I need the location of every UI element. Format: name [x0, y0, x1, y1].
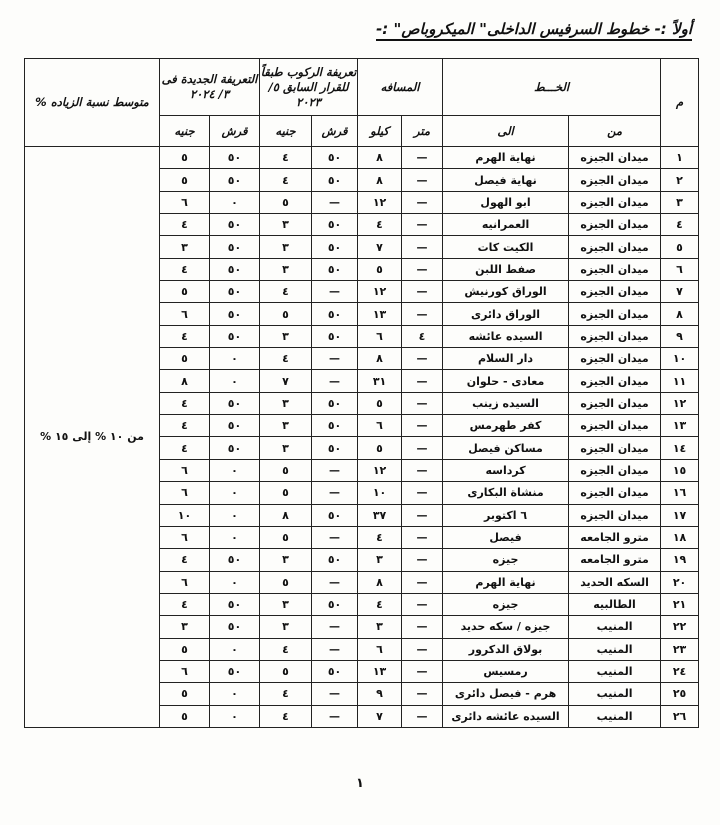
header-distance: المسافه [358, 59, 443, 116]
row-to: جيزه [443, 549, 569, 571]
row-number: ١١ [661, 370, 699, 392]
row-old-piaster: — [312, 482, 358, 504]
row-to: دار السلام [443, 348, 569, 370]
row-new-pound: ٤ [160, 258, 210, 280]
row-new-piaster: ٠ [210, 705, 260, 727]
row-meter: — [402, 169, 443, 191]
row-from: ميدان الجيزه [569, 370, 661, 392]
row-old-piaster: ٥٠ [312, 437, 358, 459]
row-new-piaster: ٥٠ [210, 214, 260, 236]
row-from: المنيب [569, 705, 661, 727]
row-old-piaster: ٥٠ [312, 593, 358, 615]
row-old-pound: ٣ [260, 616, 312, 638]
row-new-pound: ٥ [160, 638, 210, 660]
row-new-pound: ٦ [160, 526, 210, 548]
row-kilo: ١٢ [358, 459, 402, 481]
row-from: المنيب [569, 616, 661, 638]
row-number: ١٢ [661, 392, 699, 414]
row-number: ١٤ [661, 437, 699, 459]
row-from: ميدان الجيزه [569, 258, 661, 280]
row-new-pound: ٣ [160, 616, 210, 638]
row-number: ١ [661, 147, 699, 169]
header-new-pound: جنيه [160, 116, 210, 147]
header-old-pound: جنيه [260, 116, 312, 147]
row-new-pound: ٤ [160, 214, 210, 236]
row-number: ٢٦ [661, 705, 699, 727]
row-kilo: ٥ [358, 392, 402, 414]
row-new-pound: ٦ [160, 660, 210, 682]
row-meter: — [402, 482, 443, 504]
header-to: الى [443, 116, 569, 147]
row-old-pound: ٥ [260, 482, 312, 504]
row-old-piaster: ٥٠ [312, 214, 358, 236]
row-old-piaster: ٥٠ [312, 415, 358, 437]
row-new-piaster: ٥٠ [210, 303, 260, 325]
avg-increase-value: من ١٠ % إلى ١٥ % [25, 147, 160, 728]
row-old-piaster: ٥٠ [312, 236, 358, 258]
row-meter: — [402, 616, 443, 638]
row-new-piaster: ٠ [210, 348, 260, 370]
row-old-pound: ٥ [260, 459, 312, 481]
row-kilo: ٥ [358, 437, 402, 459]
row-number: ٢٠ [661, 571, 699, 593]
row-meter: — [402, 437, 443, 459]
row-old-pound: ٥ [260, 191, 312, 213]
row-new-pound: ٥ [160, 281, 210, 303]
row-to: فيصل [443, 526, 569, 548]
row-new-piaster: ٠ [210, 482, 260, 504]
row-from: المنيب [569, 660, 661, 682]
row-new-piaster: ٠ [210, 459, 260, 481]
row-kilo: ٣٧ [358, 504, 402, 526]
row-to: كفر طهرمس [443, 415, 569, 437]
fares-table [24, 58, 699, 728]
row-kilo: ٩ [358, 683, 402, 705]
row-to: صفط اللبن [443, 258, 569, 280]
row-meter: — [402, 370, 443, 392]
row-new-pound: ٥ [160, 147, 210, 169]
row-kilo: ١٢ [358, 191, 402, 213]
row-to: كرداسه [443, 459, 569, 481]
page-number: ١ [356, 776, 364, 791]
row-new-piaster: ٥٠ [210, 281, 260, 303]
row-new-piaster: ٥٠ [210, 549, 260, 571]
row-number: ١٨ [661, 526, 699, 548]
row-old-piaster: — [312, 459, 358, 481]
row-to: الوراق كورنيش [443, 281, 569, 303]
row-kilo: ٤ [358, 214, 402, 236]
row-from: ميدان الجيزه [569, 147, 661, 169]
row-new-pound: ١٠ [160, 504, 210, 526]
row-meter: — [402, 258, 443, 280]
row-from: ميدان الجيزه [569, 504, 661, 526]
row-new-pound: ٥ [160, 705, 210, 727]
row-number: ٦ [661, 258, 699, 280]
row-new-piaster: ٠ [210, 526, 260, 548]
row-old-pound: ٤ [260, 348, 312, 370]
row-number: ٢١ [661, 593, 699, 615]
row-kilo: ١٢ [358, 281, 402, 303]
row-kilo: ١٠ [358, 482, 402, 504]
row-number: ١٥ [661, 459, 699, 481]
row-from: ميدان الجيزه [569, 191, 661, 213]
row-new-pound: ٤ [160, 437, 210, 459]
row-new-piaster: ٥٠ [210, 169, 260, 191]
row-old-pound: ٧ [260, 370, 312, 392]
row-old-piaster: ٥٠ [312, 392, 358, 414]
row-to: العمرانيه [443, 214, 569, 236]
row-old-piaster: ٥٠ [312, 325, 358, 347]
row-new-pound: ٦ [160, 191, 210, 213]
row-old-pound: ٤ [260, 281, 312, 303]
row-meter: — [402, 504, 443, 526]
row-new-piaster: ٥٠ [210, 258, 260, 280]
header-route: الخـــط [443, 59, 661, 116]
row-to: الكيت كات [443, 236, 569, 258]
row-kilo: ٥ [358, 258, 402, 280]
row-number: ٤ [661, 214, 699, 236]
header-avg-increase: متوسط نسبة الزياده % [25, 59, 160, 147]
row-from: ميدان الجيزه [569, 348, 661, 370]
row-to: معادى - حلوان [443, 370, 569, 392]
header-old-piaster: قرش [312, 116, 358, 147]
row-new-piaster: ٠ [210, 683, 260, 705]
row-kilo: ٨ [358, 348, 402, 370]
row-kilo: ٦ [358, 638, 402, 660]
row-meter: — [402, 571, 443, 593]
row-number: ١٠ [661, 348, 699, 370]
row-from: ميدان الجيزه [569, 303, 661, 325]
row-new-piaster: ٥٠ [210, 236, 260, 258]
row-to: نهاية فيصل [443, 169, 569, 191]
row-old-piaster: ٥٠ [312, 147, 358, 169]
row-number: ٣ [661, 191, 699, 213]
row-number: ٢٢ [661, 616, 699, 638]
row-kilo: ٨ [358, 147, 402, 169]
row-old-pound: ٣ [260, 415, 312, 437]
row-number: ٢٥ [661, 683, 699, 705]
row-old-pound: ٤ [260, 705, 312, 727]
row-meter: — [402, 526, 443, 548]
row-to: الوراق دائرى [443, 303, 569, 325]
row-old-piaster: — [312, 705, 358, 727]
row-kilo: ٤ [358, 593, 402, 615]
row-from: ميدان الجيزه [569, 415, 661, 437]
row-from: ميدان الجيزه [569, 482, 661, 504]
row-kilo: ٨ [358, 571, 402, 593]
row-from: المنيب [569, 638, 661, 660]
row-new-pound: ٥ [160, 348, 210, 370]
row-to: هرم - فيصل دائرى [443, 683, 569, 705]
row-to: مساكن فيصل [443, 437, 569, 459]
row-old-piaster: — [312, 638, 358, 660]
row-from: ميدان الجيزه [569, 437, 661, 459]
row-old-pound: ٤ [260, 169, 312, 191]
row-from: ميدان الجيزه [569, 281, 661, 303]
header-kilo: كيلو [358, 116, 402, 147]
row-old-piaster: ٥٠ [312, 660, 358, 682]
row-number: ١٧ [661, 504, 699, 526]
row-number: ٢٣ [661, 638, 699, 660]
row-new-piaster: ٥٠ [210, 437, 260, 459]
table-row [25, 147, 699, 169]
row-new-piaster: ٠ [210, 504, 260, 526]
row-from: مترو الجامعه [569, 549, 661, 571]
row-from: الطالبيه [569, 593, 661, 615]
row-to: بولاق الدكرور [443, 638, 569, 660]
row-meter: ٤ [402, 325, 443, 347]
row-to: منشاة البكارى [443, 482, 569, 504]
row-meter: — [402, 459, 443, 481]
row-old-piaster: — [312, 616, 358, 638]
row-old-pound: ٨ [260, 504, 312, 526]
row-meter: — [402, 683, 443, 705]
row-old-pound: ٥ [260, 571, 312, 593]
row-old-piaster: ٥٠ [312, 504, 358, 526]
row-new-pound: ٤ [160, 392, 210, 414]
row-number: ٨ [661, 303, 699, 325]
row-kilo: ١٣ [358, 660, 402, 682]
row-kilo: ٨ [358, 169, 402, 191]
row-old-pound: ٣ [260, 437, 312, 459]
row-to: نهاية الهرم [443, 147, 569, 169]
row-old-piaster: — [312, 191, 358, 213]
row-meter: — [402, 660, 443, 682]
row-from: السكه الحديد [569, 571, 661, 593]
row-old-piaster: — [312, 571, 358, 593]
row-new-pound: ٦ [160, 303, 210, 325]
row-new-pound: ٣ [160, 236, 210, 258]
row-number: ٧ [661, 281, 699, 303]
header-new-fare: التعريفة الجديدة فى ٣/ ٢٠٢٤ [160, 59, 260, 116]
row-meter: — [402, 593, 443, 615]
row-meter: — [402, 303, 443, 325]
row-to: جيزه [443, 593, 569, 615]
row-to: السيده عائشه [443, 325, 569, 347]
row-old-piaster: ٥٠ [312, 303, 358, 325]
row-new-pound: ٤ [160, 593, 210, 615]
row-meter: — [402, 191, 443, 213]
row-new-piaster: ٥٠ [210, 325, 260, 347]
row-new-pound: ٤ [160, 549, 210, 571]
row-new-pound: ٤ [160, 325, 210, 347]
row-new-piaster: ٥٠ [210, 392, 260, 414]
row-kilo: ٧ [358, 705, 402, 727]
row-meter: — [402, 236, 443, 258]
row-old-pound: ٣ [260, 236, 312, 258]
row-from: المنيب [569, 683, 661, 705]
row-meter: — [402, 392, 443, 414]
row-old-piaster: ٥٠ [312, 549, 358, 571]
header-meter: متر [402, 116, 443, 147]
row-old-pound: ٥ [260, 303, 312, 325]
row-number: ١٦ [661, 482, 699, 504]
row-to: السيده زينب [443, 392, 569, 414]
row-from: ميدان الجيزه [569, 169, 661, 191]
row-new-piaster: ٥٠ [210, 616, 260, 638]
row-old-pound: ٤ [260, 147, 312, 169]
row-from: ميدان الجيزه [569, 459, 661, 481]
row-number: ٩ [661, 325, 699, 347]
row-old-piaster: — [312, 281, 358, 303]
row-from: ميدان الجيزه [569, 214, 661, 236]
row-new-piaster: ٠ [210, 638, 260, 660]
row-old-piaster: — [312, 370, 358, 392]
row-number: ١٩ [661, 549, 699, 571]
row-number: ١٣ [661, 415, 699, 437]
row-old-pound: ٥ [260, 526, 312, 548]
row-kilo: ٣١ [358, 370, 402, 392]
row-old-pound: ٣ [260, 214, 312, 236]
row-to: السيده عائشه دائرى [443, 705, 569, 727]
row-kilo: ٦ [358, 325, 402, 347]
row-kilo: ٦ [358, 415, 402, 437]
row-new-piaster: ٥٠ [210, 147, 260, 169]
row-new-pound: ٦ [160, 571, 210, 593]
header-new-piaster: قرش [210, 116, 260, 147]
row-number: ٢ [661, 169, 699, 191]
row-old-piaster: — [312, 683, 358, 705]
row-new-pound: ٥ [160, 683, 210, 705]
row-new-pound: ٦ [160, 482, 210, 504]
row-from: مترو الجامعه [569, 526, 661, 548]
row-new-piaster: ٠ [210, 370, 260, 392]
row-to: ٦ اكتوبر [443, 504, 569, 526]
row-kilo: ٤ [358, 526, 402, 548]
row-old-pound: ٤ [260, 638, 312, 660]
row-to: رمسيس [443, 660, 569, 682]
row-meter: — [402, 705, 443, 727]
row-new-pound: ٨ [160, 370, 210, 392]
row-number: ٢٤ [661, 660, 699, 682]
row-to: ابو الهول [443, 191, 569, 213]
row-old-piaster: — [312, 348, 358, 370]
row-old-piaster: — [312, 526, 358, 548]
row-old-piaster: ٥٠ [312, 258, 358, 280]
row-kilo: ٣ [358, 616, 402, 638]
row-old-piaster: ٥٠ [312, 169, 358, 191]
row-to: نهاية الهرم [443, 571, 569, 593]
row-meter: — [402, 147, 443, 169]
row-meter: — [402, 281, 443, 303]
row-meter: — [402, 415, 443, 437]
row-new-piaster: ٠ [210, 191, 260, 213]
row-to: جيزه / سكه حديد [443, 616, 569, 638]
row-from: ميدان الجيزه [569, 325, 661, 347]
row-meter: — [402, 638, 443, 660]
row-old-pound: ٣ [260, 392, 312, 414]
page-title: أولاً :- خطوط السرفيس الداخلى" الميكروباص" :- [376, 20, 692, 41]
row-number: ٥ [661, 236, 699, 258]
row-old-pound: ٣ [260, 325, 312, 347]
row-from: ميدان الجيزه [569, 392, 661, 414]
row-new-piaster: ٥٠ [210, 415, 260, 437]
header-m: م [661, 59, 699, 147]
row-old-pound: ٥ [260, 660, 312, 682]
row-new-piaster: ٥٠ [210, 593, 260, 615]
row-old-pound: ٣ [260, 593, 312, 615]
row-meter: — [402, 348, 443, 370]
row-old-pound: ٤ [260, 683, 312, 705]
row-new-pound: ٥ [160, 169, 210, 191]
row-new-piaster: ٠ [210, 571, 260, 593]
row-new-pound: ٦ [160, 459, 210, 481]
row-meter: — [402, 214, 443, 236]
header-from: من [569, 116, 661, 147]
row-meter: — [402, 549, 443, 571]
row-new-piaster: ٥٠ [210, 660, 260, 682]
row-kilo: ٣ [358, 549, 402, 571]
row-old-pound: ٣ [260, 258, 312, 280]
row-new-pound: ٤ [160, 415, 210, 437]
row-old-pound: ٣ [260, 549, 312, 571]
row-kilo: ٧ [358, 236, 402, 258]
row-kilo: ١٣ [358, 303, 402, 325]
row-from: ميدان الجيزه [569, 236, 661, 258]
header-old-fare: تعريفة الركوب طبقاً للقرار السابق ٥/ ٢٠٢٣ [260, 59, 358, 116]
